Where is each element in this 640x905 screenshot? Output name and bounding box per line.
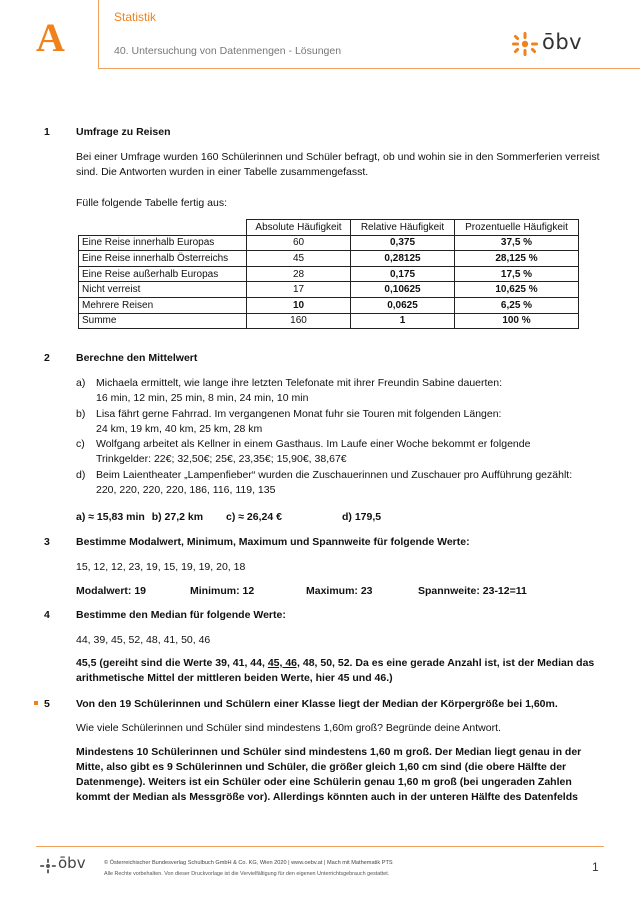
row-label: Eine Reise innerhalb Österreichs [79, 251, 247, 267]
answer-c: c) ≈ 26,24 € [226, 511, 282, 523]
task-intro: Bei einer Umfrage wurden 160 Schülerinnen und Schüler befragt, ob und wohin sie in den Sommerferien verreist sind. Die Antworten wurden in einer Tabelle zusammengefasst. [76, 151, 600, 178]
footer-rights: Alle Rechte vorbehalten. Von dieser Druckvorlage ist die Vervielfältigung für den eigenen Unterrichtsgebrauch gestattet. [104, 871, 390, 877]
item-text: Michaela ermittelt, wie lange ihre letzten Telefonate mit ihrer Freundin Sabine dauerten: [96, 377, 503, 389]
logo-text: ōbv [542, 30, 583, 54]
table-row [79, 235, 579, 251]
header-divider-vertical [98, 0, 99, 68]
rel-cell: 0,0625 [351, 297, 455, 313]
page-number: 1 [592, 860, 599, 874]
frequency-table [78, 219, 579, 329]
abs-cell: 60 [247, 235, 351, 251]
answer-text: 45,5 (gereiht sind die Werte 39, 41, 44, [76, 657, 268, 669]
task-values: 44, 39, 45, 52, 48, 41, 50, 46 [76, 634, 211, 646]
task-answer: Mindestens 10 Schülerinnen und Schüler sind mindestens 1,60 m groß. Der Median liegt genau in der Mitte, also gibt es 9 Schülerinnen und Schüler, die größer gleich 1,60 cm sind (die obere Hälfte der Datenmenge). Weiters ist ein Schüler oder eine Schülerin genau 1,60 m groß (bei ungeraden Zahlen kommt der Median als Messgröße vor). Allerdings könnten auch in der unteren Hälfte des Datenfelds [76, 746, 582, 803]
row-label: Mehrere Reisen [79, 297, 247, 313]
pct-cell: 6,25 % [455, 297, 579, 313]
task-number: 4 [44, 609, 50, 621]
table-row-sum [79, 313, 579, 329]
item-label: b) [76, 407, 86, 420]
maximum-value: Maximum: 23 [306, 585, 373, 597]
table-header-cell: Absolute Häufigkeit [247, 220, 351, 236]
abs-cell: 17 [247, 282, 351, 298]
rel-cell: 0,375 [351, 235, 455, 251]
table-row [79, 266, 579, 282]
row-label: Nicht verreist [79, 282, 247, 298]
abs-cell: 160 [247, 313, 351, 329]
median-answer [76, 656, 604, 686]
task-instruction: Fülle folgende Tabelle fertig aus: [76, 197, 227, 209]
table-row [79, 297, 579, 313]
pct-cell: 28,125 % [455, 251, 579, 267]
page-header [0, 0, 640, 68]
list-item [76, 468, 606, 499]
table-header-row [79, 220, 579, 236]
task-number: 2 [44, 352, 50, 364]
item-label: c) [76, 438, 85, 451]
header-title: 40. Untersuchung von Datenmengen - Lösungen [114, 45, 342, 57]
modal-value: Modalwert: 19 [76, 585, 147, 597]
table-row [79, 251, 579, 267]
header-divider-horizontal [98, 68, 640, 69]
item-values: 220, 220, 220, 220, 186, 116, 119, 135 [96, 484, 276, 497]
rel-cell: 0,28125 [351, 251, 455, 267]
task-title: Umfrage zu Reisen [76, 126, 171, 138]
list-item [76, 407, 606, 438]
answer-d: d) 179,5 [342, 511, 382, 523]
table-header-cell: Relative Häufigkeit [351, 220, 455, 236]
footer-logo-text: ōbv [58, 854, 86, 872]
item-label: d) [76, 468, 86, 481]
abs-cell: 45 [247, 251, 351, 267]
table-row [79, 282, 579, 298]
bullet-marker [34, 701, 38, 705]
task-title: Bestimme den Median für folgende Werte: [76, 609, 286, 621]
footer-copyright: © Österreichischer Bundesverlag Schulbuch GmbH & Co. KG, Wien 2020 | www.oebv.at | Mach mit Mathematik PTS [104, 860, 393, 866]
item-values: 24 km, 19 km, 40 km, 25 km, 28 km [96, 422, 263, 435]
task-number: 3 [44, 536, 50, 548]
footer-divider [36, 846, 604, 847]
task-title: Bestimme Modalwert, Minimum, Maximum und Spannweite für folgende Werte: [76, 536, 470, 548]
answer-a: a) ≈ 15,83 min [76, 511, 145, 523]
item-text: Lisa fährt gerne Fahrrad. Im vergangenen Monat fuhr sie Touren mit folgenden Längen: [96, 407, 502, 420]
item-text: Wolfgang arbeitet als Kellner in einem Gasthaus. Im Laufe einer Woche bekommt er folgende [96, 438, 531, 451]
list-item [76, 437, 606, 468]
rel-cell: 0,175 [351, 266, 455, 282]
chapter-letter: A [36, 15, 65, 60]
abs-cell: 10 [247, 297, 351, 313]
table-header-cell: Prozentuelle Häufigkeit [455, 220, 579, 236]
task-title: Von den 19 Schülerinnen und Schülern einer Klasse liegt der Median der Körpergröße bei 1,60m. [76, 698, 558, 710]
item-label: a) [76, 377, 86, 389]
task-number: 1 [44, 126, 50, 138]
footer-logo [40, 854, 90, 874]
header-subject: Statistik [114, 10, 157, 24]
obv-star-icon [40, 858, 56, 874]
row-label: Summe [79, 313, 247, 329]
pct-cell: 10,625 % [455, 282, 579, 298]
range-value: Spannweite: 23-12=11 [418, 585, 527, 597]
pct-cell: 100 % [455, 313, 579, 329]
middle-values: 45, 46, [267, 657, 300, 669]
task-values: 15, 12, 12, 23, 19, 15, 19, 19, 20, 18 [76, 561, 246, 573]
table-header-cell [79, 220, 247, 236]
obv-logo [512, 32, 622, 56]
task-question: Wie viele Schülerinnen und Schüler sind mindestens 1,60m groß? Begründe deine Antwort. [76, 722, 501, 734]
item-values: Trinkgelder: 22€; 32,50€; 25€, 23,35€; 15,90€, 38,67€ [96, 453, 347, 466]
task-2-items [76, 376, 606, 498]
task-title: Berechne den Mittelwert [76, 352, 198, 364]
answer-text: 48, 50, 52. Da es eine gerade Anzahl ist, ist der Median das arithmetische Mittel der mittleren beiden Werte, hier 45 und 46.) [76, 657, 595, 684]
minimum-value: Minimum: 12 [190, 585, 255, 597]
row-label: Eine Reise innerhalb Europas [79, 235, 247, 251]
row-label: Eine Reise außerhalb Europas [79, 266, 247, 282]
answer-b: b) 27,2 km [151, 511, 204, 523]
list-item [76, 376, 606, 407]
task-number: 5 [44, 698, 50, 710]
rel-cell: 1 [351, 313, 455, 329]
item-values: 16 min, 12 min, 25 min, 8 min, 24 min, 10 min [96, 392, 309, 405]
obv-star-icon [512, 32, 538, 56]
task-2-answers [76, 511, 382, 523]
rel-cell: 0,10625 [351, 282, 455, 298]
pct-cell: 37,5 % [455, 235, 579, 251]
item-text: Beim Laientheater „Lampenfieber“ wurden die Zuschauerinnen und Zuschauer pro Aufführung gezählt: [96, 468, 573, 481]
pct-cell: 17,5 % [455, 266, 579, 282]
abs-cell: 28 [247, 266, 351, 282]
